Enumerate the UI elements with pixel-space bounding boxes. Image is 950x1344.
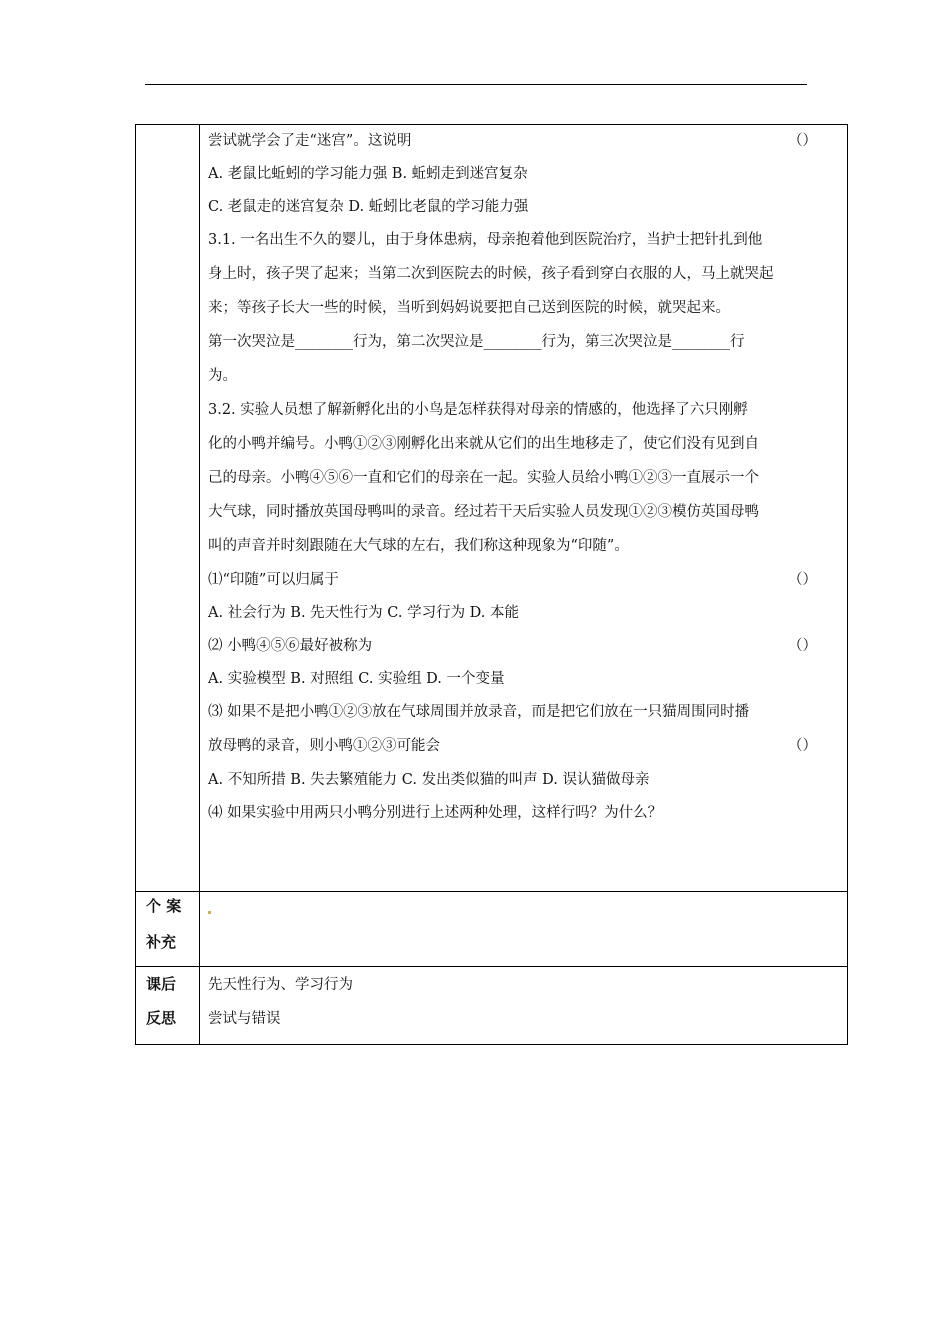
reflection-text-1: 先天性行为、学习行为 bbox=[208, 977, 353, 993]
option-line: A. 老鼠比蚯蚓的学习能力强 B. 蚯蚓走到迷宫复杂 bbox=[208, 166, 528, 182]
answer-paren: （） bbox=[788, 738, 817, 754]
question-line: ⑵ 小鸭④⑤⑥最好被称为 （） bbox=[208, 632, 842, 665]
row-divider-1 bbox=[136, 891, 847, 892]
question-line bbox=[208, 127, 842, 160]
paragraph-line: 己的母亲。小鸭④⑤⑥一直和它们的母亲在一起。实验人员给小鸭①②③一直展示一个 bbox=[208, 470, 759, 486]
column-divider bbox=[199, 125, 200, 1044]
paragraph-line: 来；等孩子长大一些的时候，当听到妈妈说要把自己送到医院的时候，就哭起来。 bbox=[208, 300, 730, 316]
paragraph-line: 身上时，孩子哭了起来；当第二次到医院去的时候，孩子看到穿白衣服的人，马上就哭起 bbox=[208, 266, 774, 282]
question-line: 放母鸭的录音，则小鸭①②③可能会 （） bbox=[208, 732, 842, 766]
header-rule bbox=[145, 84, 807, 85]
paragraph-line: 3.1. 一名出生不久的婴儿，由于身体患病，母亲抱着他到医院治疗，当护士把针扎到他 bbox=[208, 232, 763, 248]
mark-dot bbox=[208, 911, 211, 914]
question-content bbox=[208, 127, 842, 832]
paragraph-line: 大气球，同时播放英国母鸭叫的录音。经过若干天后实验人员发现①②③模仿英国母鸭 bbox=[208, 504, 759, 520]
option-line: C. 老鼠走的迷宫复杂 D. 蚯蚓比老鼠的学习能力强 bbox=[208, 199, 529, 215]
supplement-label-2: 补充 bbox=[146, 933, 177, 951]
reflection-text-2: 尝试与错误 bbox=[208, 1011, 281, 1027]
row-divider-2 bbox=[136, 966, 847, 967]
question-line: ⑴“印随”可以归属于 （） bbox=[208, 566, 842, 599]
option-line: A. 不知所措 B. 失去繁殖能力 C. 发出类似猫的叫声 D. 误认猫做母亲 bbox=[208, 772, 650, 788]
reflection-label-2: 反思 bbox=[146, 1009, 177, 1027]
paragraph-line: 叫的声音并时刻跟随在大气球的左右，我们称这种现象为“印随”。 bbox=[208, 538, 629, 554]
paragraph-line: 化的小鸭并编号。小鸭①②③刚孵化出来就从它们的出生地移走了，使它们没有见到自 bbox=[208, 436, 759, 452]
paragraph-line: 3.2. 实验人员想了解新孵化出的小鸟是怎样获得对母亲的情感的，他选择了六只刚孵 bbox=[208, 402, 748, 418]
reflection-label-1: 课后 bbox=[146, 975, 177, 993]
fill-blank-line: 第一次哭泣是________行为，第二次哭泣是________行为，第三次哭泣是________行 bbox=[208, 334, 745, 350]
question-line: ⑶ 如果不是把小鸭①②③放在气球周围并放录音，而是把它们放在一只猫周围同时播 bbox=[208, 704, 750, 720]
question-text: 尝试就学会了走“迷宫”。这说明 bbox=[208, 133, 412, 149]
paragraph-line: 为。 bbox=[208, 368, 237, 384]
worksheet-table bbox=[135, 124, 848, 1045]
option-line: A. 社会行为 B. 先天性行为 C. 学习行为 D. 本能 bbox=[208, 605, 520, 621]
supplement-label-1: 个 案 bbox=[146, 897, 182, 915]
answer-paren: （） bbox=[788, 638, 817, 654]
answer-paren: （） bbox=[788, 572, 817, 588]
question-line: ⑷ 如果实验中用两只小鸭分别进行上述两种处理，这样行吗？为什么？ bbox=[208, 805, 663, 821]
option-line: A. 实验模型 B. 对照组 C. 实验组 D. 一个变量 bbox=[208, 671, 505, 687]
answer-paren: （） bbox=[788, 133, 817, 149]
